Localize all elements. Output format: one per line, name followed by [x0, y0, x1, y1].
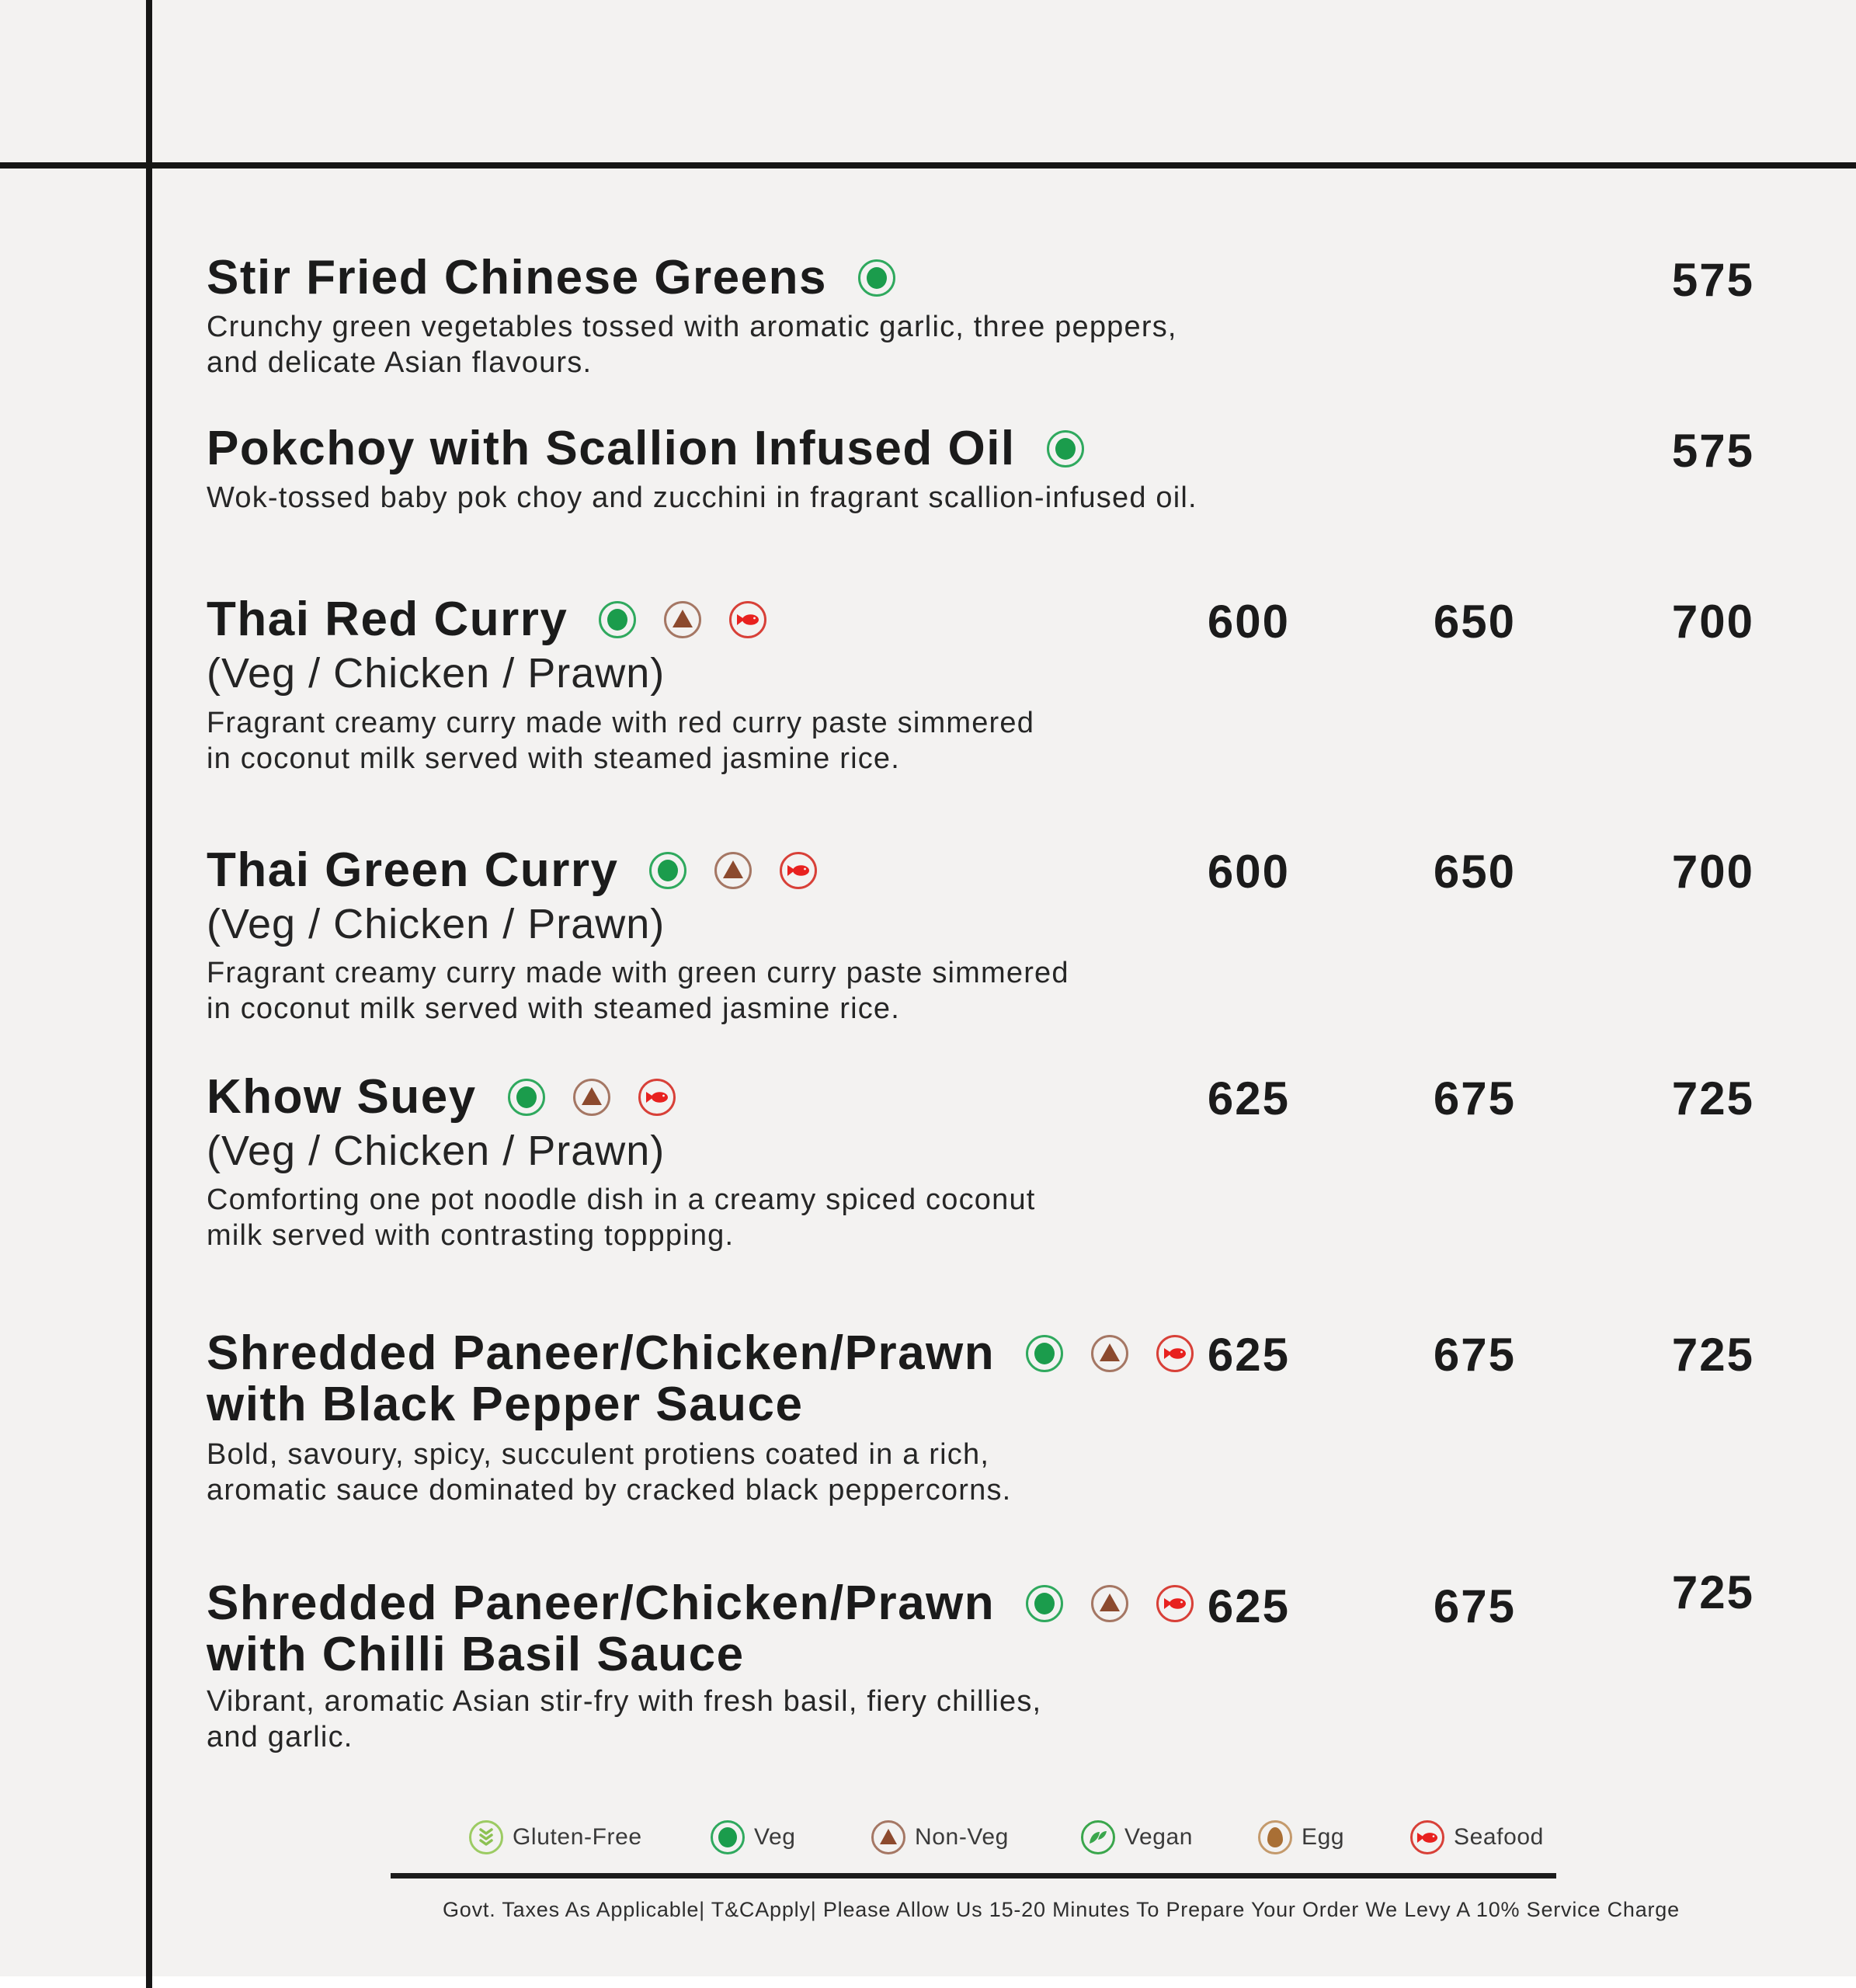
seafood-icon: [780, 852, 817, 889]
item-name: Thai Red Curry: [207, 593, 568, 646]
legend-label: Non-Veg: [915, 1824, 1009, 1850]
price: 650: [1433, 846, 1516, 898]
legend-item-gluten-free: [469, 1820, 642, 1854]
price: 725: [1671, 1566, 1754, 1618]
item-title: [207, 252, 1208, 304]
veg-icon: [649, 852, 686, 889]
price: 675: [1433, 1580, 1516, 1632]
item-variants: (Veg / Chicken / Prawn): [207, 901, 666, 947]
item-name-line2: with Black Pepper Sauce: [207, 1378, 804, 1431]
non-veg-icon: [1091, 1585, 1128, 1622]
veg-icon: [1047, 430, 1084, 467]
badge-group: [599, 601, 766, 638]
item-variants: (Veg / Chicken / Prawn): [207, 1128, 666, 1174]
badge-group: [858, 259, 895, 297]
veg-icon: [599, 601, 636, 638]
badge-group: [508, 1079, 676, 1116]
item-description: Comforting one pot noodle dish in a creamy spiced coconut milk served with contrasting toppping.: [207, 1183, 1036, 1252]
item-description: Vibrant, aromatic Asian stir-fry with fresh basil, fiery chillies, and garlic.: [207, 1685, 1042, 1753]
legend-item-seafood: [1410, 1820, 1544, 1854]
legend-label: Seafood: [1454, 1824, 1544, 1850]
price: 600: [1207, 846, 1290, 898]
badge-group: [649, 852, 817, 889]
item-name: Thai Green Curry: [207, 843, 619, 897]
veg-icon: [1026, 1585, 1063, 1622]
legend-item-non-veg: [871, 1820, 1009, 1854]
menu-item: [207, 1070, 1208, 1252]
legend-label: Veg: [754, 1824, 796, 1850]
seafood-icon: [638, 1079, 676, 1116]
dietary-legend: [0, 1820, 1856, 1859]
badge-group: [1047, 430, 1084, 467]
item-name: Pokchoy with Scallion Infused Oil: [207, 422, 1016, 475]
price: 625: [1207, 1072, 1290, 1124]
non-veg-icon: [664, 601, 701, 638]
menu-item: [207, 593, 1208, 775]
price: 625: [1207, 1580, 1290, 1632]
item-title: [207, 1578, 1208, 1680]
price: 575: [1671, 425, 1754, 477]
vertical-divider-line: [146, 0, 152, 1988]
seafood-icon: [729, 601, 766, 638]
price: 700: [1671, 596, 1754, 648]
seafood-icon: [1410, 1820, 1444, 1854]
non-veg-icon: [573, 1079, 610, 1116]
veg-icon: [711, 1820, 745, 1854]
item-title: [207, 423, 1208, 474]
item-title: [207, 845, 1208, 896]
price: 700: [1671, 846, 1754, 898]
horizontal-divider-line: [0, 162, 1856, 169]
badge-group: [1026, 1585, 1194, 1622]
veg-icon: [1026, 1335, 1063, 1372]
price: 675: [1433, 1329, 1516, 1381]
badge-group: [1026, 1335, 1194, 1372]
item-name: Stir Fried Chinese Greens: [207, 251, 827, 304]
item-description: Fragrant creamy curry made with green curry paste simmered in coconut milk served with steamed jasmine rice.: [207, 957, 1069, 1025]
menu-item: [207, 251, 1208, 379]
item-description: Wok-tossed baby pok choy and zucchini in fragrant scallion-infused oil.: [207, 481, 1197, 514]
price: 675: [1433, 1072, 1516, 1124]
item-title: [207, 1072, 1208, 1123]
price: 725: [1671, 1329, 1754, 1381]
legend-label: Egg: [1302, 1824, 1345, 1850]
price: 625: [1207, 1329, 1290, 1381]
item-description: Bold, savoury, spicy, succulent protiens coated in a rich, aromatic sauce dominated by cracked black peppercorns.: [207, 1438, 1012, 1507]
vegan-icon: [1081, 1820, 1115, 1854]
price: 600: [1207, 596, 1290, 648]
item-name: Shredded Paneer/Chicken/Prawn: [207, 1576, 996, 1630]
non-veg-icon: [1091, 1335, 1128, 1372]
price: 725: [1671, 1072, 1754, 1124]
egg-icon: [1258, 1820, 1292, 1854]
seafood-icon: [1156, 1335, 1194, 1372]
menu-item: [207, 1576, 1208, 1753]
legend-label: Vegan: [1124, 1824, 1194, 1850]
non-veg-icon: [714, 852, 752, 889]
legend-item-egg: [1258, 1820, 1344, 1854]
item-name: Khow Suey: [207, 1070, 477, 1124]
item-name: Shredded Paneer/Chicken/Prawn: [207, 1326, 996, 1380]
price: 650: [1433, 596, 1516, 648]
menu-item: [207, 1326, 1208, 1507]
seafood-icon: [1156, 1585, 1194, 1622]
menu-item: [207, 422, 1208, 514]
non-veg-icon: [871, 1820, 905, 1854]
gluten-free-icon: [469, 1820, 503, 1854]
veg-icon: [858, 259, 895, 297]
item-variants: (Veg / Chicken / Prawn): [207, 650, 666, 697]
legend-label: Gluten-Free: [513, 1824, 642, 1850]
price: 575: [1671, 254, 1754, 306]
item-name-line2: with Chilli Basil Sauce: [207, 1628, 745, 1681]
legend-item-vegan: [1081, 1820, 1193, 1854]
footer-divider-line: [391, 1873, 1556, 1879]
footer-note: Govt. Taxes As Applicable| T&CApply| Please Allow Us 15-20 Minutes To Prepare Your Order We Levy A 10% Service Charge: [443, 1898, 1680, 1921]
item-description: Fragrant creamy curry made with red curry paste simmered in coconut milk served with steamed jasmine rice.: [207, 707, 1035, 775]
item-title: [207, 1328, 1208, 1430]
legend-item-veg: [711, 1820, 796, 1854]
item-title: [207, 594, 1208, 645]
item-description: Crunchy green vegetables tossed with aromatic garlic, three peppers, and delicate Asian flavours.: [207, 311, 1177, 379]
veg-icon: [508, 1079, 545, 1116]
menu-item: [207, 843, 1208, 1025]
